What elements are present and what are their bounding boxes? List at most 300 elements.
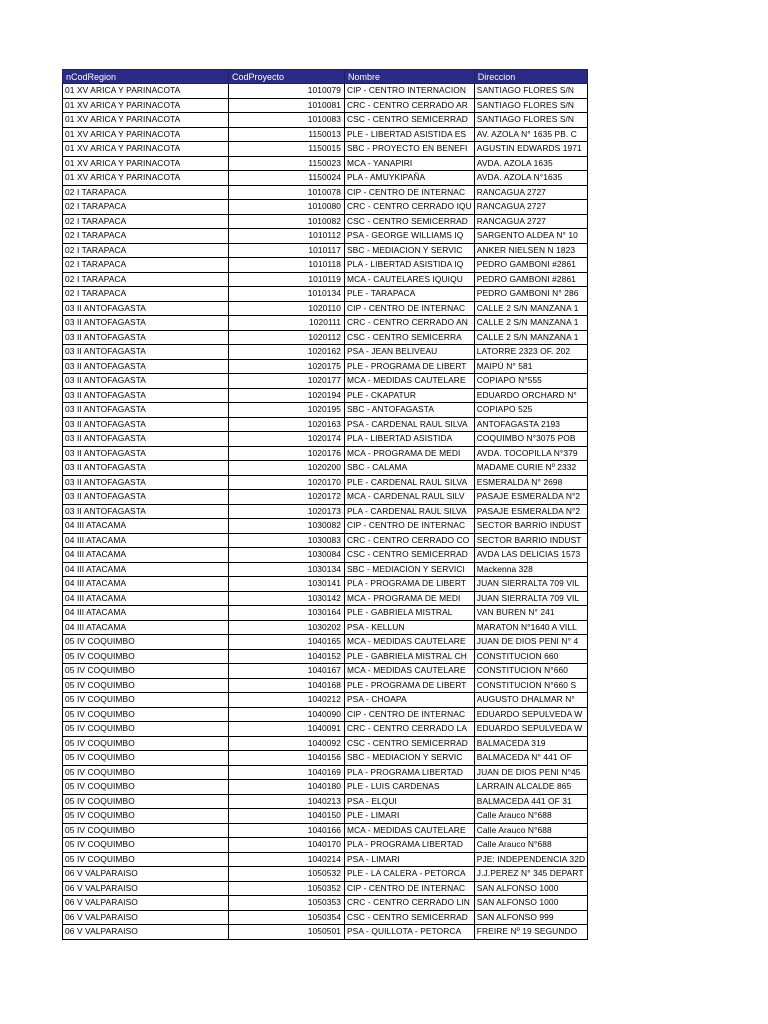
cell-codproyecto: 1020170 bbox=[229, 475, 345, 490]
cell-region: 03 II ANTOFAGASTA bbox=[63, 345, 229, 360]
cell-direccion: SAN ALFONSO 1000 bbox=[474, 896, 587, 911]
table-row bbox=[63, 562, 588, 577]
cell-codproyecto: 1050501 bbox=[229, 925, 345, 940]
cell-nombre: PLA - CARDENAL RAUL SILVA bbox=[345, 504, 475, 519]
cell-codproyecto: 1020173 bbox=[229, 504, 345, 519]
cell-nombre: CRC - CENTRO CERRADO LA bbox=[345, 722, 475, 737]
cell-direccion: AVDA. AZOLA N°1635 bbox=[474, 171, 587, 186]
cell-direccion: Calle Arauco N°688 bbox=[474, 823, 587, 838]
cell-nombre: CSC - CENTRO SEMICERRAD bbox=[345, 548, 475, 563]
cell-codproyecto: 1030134 bbox=[229, 562, 345, 577]
cell-nombre: PLE - CARDENAL RAUL SILVA bbox=[345, 475, 475, 490]
cell-region: 05 IV COQUIMBO bbox=[63, 664, 229, 679]
cell-region: 02 I TARAPACA bbox=[63, 185, 229, 200]
table-row bbox=[63, 388, 588, 403]
cell-region: 02 I TARAPACA bbox=[63, 258, 229, 273]
cell-codproyecto: 1020175 bbox=[229, 359, 345, 374]
cell-direccion: SAN ALFONSO 1000 bbox=[474, 881, 587, 896]
cell-nombre: PSA - QUILLOTA - PETORCA bbox=[345, 925, 475, 940]
cell-direccion: BALMACEDA N° 441 OF bbox=[474, 751, 587, 766]
cell-direccion: CONSTITUCION N°660 bbox=[474, 664, 587, 679]
table-row bbox=[63, 838, 588, 853]
cell-nombre: SBC - MEDIACION Y SERVIC bbox=[345, 751, 475, 766]
cell-region: 04 III ATACAMA bbox=[63, 606, 229, 621]
cell-region: 06 V VALPARAISO bbox=[63, 910, 229, 925]
cell-codproyecto: 1020176 bbox=[229, 446, 345, 461]
cell-region: 05 IV COQUIMBO bbox=[63, 678, 229, 693]
table-row bbox=[63, 678, 588, 693]
table-row bbox=[63, 142, 588, 157]
cell-nombre: CSC - CENTRO SEMICERRA bbox=[345, 330, 475, 345]
cell-direccion: SANTIAGO FLORES S/N bbox=[474, 98, 587, 113]
cell-direccion: RANCAGUA 2727 bbox=[474, 200, 587, 215]
table-row bbox=[63, 852, 588, 867]
cell-codproyecto: 1020177 bbox=[229, 374, 345, 389]
cell-nombre: PSA - CARDENAL RAUL SILVA bbox=[345, 417, 475, 432]
header-ncodregion: nCodRegion bbox=[63, 70, 229, 84]
cell-direccion: AV. AZOLA N° 1635 PB. C bbox=[474, 127, 587, 142]
cell-region: 03 II ANTOFAGASTA bbox=[63, 301, 229, 316]
cell-codproyecto: 1020112 bbox=[229, 330, 345, 345]
cell-region: 01 XV ARICA Y PARINACOTA bbox=[63, 156, 229, 171]
cell-codproyecto: 1040170 bbox=[229, 838, 345, 853]
cell-region: 06 V VALPARAISO bbox=[63, 867, 229, 882]
cell-nombre: MCA - MEDIDAS CAUTELARE bbox=[345, 635, 475, 650]
cell-nombre: CSC - CENTRO SEMICERRAD bbox=[345, 214, 475, 229]
cell-direccion: EDUARDO SEPULVEDA W bbox=[474, 722, 587, 737]
cell-nombre: MCA - PROGRAMA DE MEDI bbox=[345, 591, 475, 606]
cell-nombre: SBC - PROYECTO EN BENEFI bbox=[345, 142, 475, 157]
cell-direccion: SANTIAGO FLORES S/N bbox=[474, 113, 587, 128]
cell-direccion: MARATON N°1640 A VILL bbox=[474, 620, 587, 635]
cell-nombre: PLE - GABRIELA MISTRAL bbox=[345, 606, 475, 621]
cell-nombre: PLA - PROGRAMA DE LIBERT bbox=[345, 577, 475, 592]
cell-direccion: Calle Arauco N°688 bbox=[474, 809, 587, 824]
cell-direccion: EDUARDO SEPULVEDA W bbox=[474, 707, 587, 722]
table-row bbox=[63, 693, 588, 708]
cell-region: 03 II ANTOFAGASTA bbox=[63, 461, 229, 476]
cell-direccion: AUGUSTO DHALMAR N° bbox=[474, 693, 587, 708]
cell-codproyecto: 1040167 bbox=[229, 664, 345, 679]
cell-nombre: PSA - CHOAPA bbox=[345, 693, 475, 708]
cell-nombre: PLA - LIBERTAD ASISTIDA bbox=[345, 432, 475, 447]
table-row bbox=[63, 519, 588, 534]
table-row bbox=[63, 504, 588, 519]
cell-direccion: LARRAIN ALCALDE 865 bbox=[474, 780, 587, 795]
cell-codproyecto: 1010083 bbox=[229, 113, 345, 128]
table-row bbox=[63, 229, 588, 244]
table-row bbox=[63, 707, 588, 722]
cell-direccion: AGUSTIN EDWARDS 1971 bbox=[474, 142, 587, 157]
cell-codproyecto: 1030202 bbox=[229, 620, 345, 635]
cell-region: 05 IV COQUIMBO bbox=[63, 635, 229, 650]
cell-region: 05 IV COQUIMBO bbox=[63, 794, 229, 809]
cell-nombre: SBC - MEDIACION Y SERVICI bbox=[345, 562, 475, 577]
cell-codproyecto: 1040180 bbox=[229, 780, 345, 795]
table-row bbox=[63, 113, 588, 128]
cell-direccion: JUAN DE DIOS PENI N° 4 bbox=[474, 635, 587, 650]
cell-codproyecto: 1030141 bbox=[229, 577, 345, 592]
cell-codproyecto: 1150015 bbox=[229, 142, 345, 157]
table-row bbox=[63, 475, 588, 490]
table-row bbox=[63, 98, 588, 113]
header-nombre: Nombre bbox=[345, 70, 475, 84]
cell-direccion: SECTOR BARRIO INDUST bbox=[474, 533, 587, 548]
cell-nombre: CSC - CENTRO SEMICERRAD bbox=[345, 910, 475, 925]
cell-nombre: PLA - PROGRAMA LIBERTAD bbox=[345, 765, 475, 780]
cell-region: 03 II ANTOFAGASTA bbox=[63, 432, 229, 447]
cell-region: 05 IV COQUIMBO bbox=[63, 649, 229, 664]
cell-direccion: AVDA. TOCOPILLA N°379 bbox=[474, 446, 587, 461]
cell-codproyecto: 1040169 bbox=[229, 765, 345, 780]
cell-region: 02 I TARAPACA bbox=[63, 229, 229, 244]
cell-codproyecto: 1010134 bbox=[229, 287, 345, 302]
cell-nombre: PLE - LIBERTAD ASISTIDA ES bbox=[345, 127, 475, 142]
cell-direccion: RANCAGUA 2727 bbox=[474, 185, 587, 200]
cell-region: 03 II ANTOFAGASTA bbox=[63, 446, 229, 461]
cell-direccion: PASAJE ESMERALDA N°2 bbox=[474, 504, 587, 519]
table-row bbox=[63, 446, 588, 461]
cell-region: 01 XV ARICA Y PARINACOTA bbox=[63, 142, 229, 157]
cell-nombre: PSA - ELQUI bbox=[345, 794, 475, 809]
cell-nombre: MCA - YANAPIRI bbox=[345, 156, 475, 171]
cell-codproyecto: 1040213 bbox=[229, 794, 345, 809]
cell-direccion: BALMACEDA 319 bbox=[474, 736, 587, 751]
cell-nombre: PSA - JEAN BELIVEAU bbox=[345, 345, 475, 360]
cell-region: 02 I TARAPACA bbox=[63, 200, 229, 215]
cell-codproyecto: 1020163 bbox=[229, 417, 345, 432]
cell-region: 03 II ANTOFAGASTA bbox=[63, 490, 229, 505]
cell-direccion: COPIAPO N°555 bbox=[474, 374, 587, 389]
cell-direccion: ANKER NIELSEN N 1823 bbox=[474, 243, 587, 258]
cell-direccion: ANTOFAGASTA 2193 bbox=[474, 417, 587, 432]
cell-direccion: PEDRO GAMBONI #2861 bbox=[474, 258, 587, 273]
cell-direccion: SARGENTO ALDEA N° 10 bbox=[474, 229, 587, 244]
table-row bbox=[63, 171, 588, 186]
cell-codproyecto: 1020162 bbox=[229, 345, 345, 360]
cell-codproyecto: 1150023 bbox=[229, 156, 345, 171]
cell-nombre: PLE - LA CALERA - PETORCA bbox=[345, 867, 475, 882]
cell-nombre: CIP - CENTRO INTERNACION bbox=[345, 84, 475, 99]
cell-direccion: JUAN SIERRALTA 709 VIL bbox=[474, 577, 587, 592]
cell-direccion: AVDA LAS DELICIAS 1573 bbox=[474, 548, 587, 563]
cell-direccion: AVDA. AZOLA 1635 bbox=[474, 156, 587, 171]
cell-codproyecto: 1150013 bbox=[229, 127, 345, 142]
cell-nombre: MCA - MEDIDAS CAUTELARE bbox=[345, 823, 475, 838]
table-row bbox=[63, 606, 588, 621]
table-row bbox=[63, 925, 588, 940]
cell-region: 03 II ANTOFAGASTA bbox=[63, 475, 229, 490]
cell-codproyecto: 1040150 bbox=[229, 809, 345, 824]
table-row bbox=[63, 823, 588, 838]
cell-nombre: CIP - CENTRO DE INTERNAC bbox=[345, 301, 475, 316]
cell-nombre: CRC - CENTRO CERRADO IQU bbox=[345, 200, 475, 215]
cell-region: 02 I TARAPACA bbox=[63, 243, 229, 258]
cell-nombre: MCA - MEDIDAS CAUTELARE bbox=[345, 374, 475, 389]
cell-codproyecto: 1040091 bbox=[229, 722, 345, 737]
cell-region: 01 XV ARICA Y PARINACOTA bbox=[63, 84, 229, 99]
table-row bbox=[63, 722, 588, 737]
cell-codproyecto: 1050354 bbox=[229, 910, 345, 925]
table-row bbox=[63, 417, 588, 432]
cell-region: 04 III ATACAMA bbox=[63, 548, 229, 563]
table-row bbox=[63, 809, 588, 824]
table-row bbox=[63, 649, 588, 664]
cell-codproyecto: 1050532 bbox=[229, 867, 345, 882]
cell-nombre: CRC - CENTRO CERRADO LIN bbox=[345, 896, 475, 911]
cell-region: 03 II ANTOFAGASTA bbox=[63, 504, 229, 519]
cell-region: 01 XV ARICA Y PARINACOTA bbox=[63, 171, 229, 186]
table-row bbox=[63, 243, 588, 258]
table-row bbox=[63, 765, 588, 780]
cell-region: 06 V VALPARAISO bbox=[63, 925, 229, 940]
cell-direccion: PEDRO GAMBONI N° 286 bbox=[474, 287, 587, 302]
cell-codproyecto: 1010082 bbox=[229, 214, 345, 229]
cell-codproyecto: 1040090 bbox=[229, 707, 345, 722]
table-row bbox=[63, 794, 588, 809]
cell-direccion: CONSTITUCION 660 bbox=[474, 649, 587, 664]
cell-direccion: MAIPÚ N° 581 bbox=[474, 359, 587, 374]
cell-codproyecto: 1050352 bbox=[229, 881, 345, 896]
table-row bbox=[63, 316, 588, 331]
cell-region: 03 II ANTOFAGASTA bbox=[63, 374, 229, 389]
cell-direccion: CALLE 2 S/N MANZANA 1 bbox=[474, 316, 587, 331]
cell-region: 04 III ATACAMA bbox=[63, 519, 229, 534]
cell-codproyecto: 1040214 bbox=[229, 852, 345, 867]
cell-codproyecto: 1050353 bbox=[229, 896, 345, 911]
cell-region: 04 III ATACAMA bbox=[63, 577, 229, 592]
table-row bbox=[63, 751, 588, 766]
table-header bbox=[63, 70, 588, 84]
cell-region: 03 II ANTOFAGASTA bbox=[63, 330, 229, 345]
cell-nombre: CRC - CENTRO CERRADO AN bbox=[345, 316, 475, 331]
cell-codproyecto: 1040212 bbox=[229, 693, 345, 708]
cell-nombre: CSC - CENTRO SEMICERRAD bbox=[345, 113, 475, 128]
cell-nombre: PLE - GABRIELA MISTRAL CH bbox=[345, 649, 475, 664]
cell-direccion: CALLE 2 S/N MANZANA 1 bbox=[474, 330, 587, 345]
cell-codproyecto: 1010079 bbox=[229, 84, 345, 99]
cell-direccion: J.J.PEREZ N° 345 DEPART bbox=[474, 867, 587, 882]
cell-nombre: CRC - CENTRO CERRADO AR bbox=[345, 98, 475, 113]
cell-nombre: PLE - TARAPACA bbox=[345, 287, 475, 302]
cell-codproyecto: 1040166 bbox=[229, 823, 345, 838]
cell-nombre: PLE - PROGRAMA DE LIBERT bbox=[345, 678, 475, 693]
cell-region: 01 XV ARICA Y PARINACOTA bbox=[63, 113, 229, 128]
table-row bbox=[63, 490, 588, 505]
table-row bbox=[63, 432, 588, 447]
cell-nombre: PSA - KELLUN bbox=[345, 620, 475, 635]
cell-codproyecto: 1010078 bbox=[229, 185, 345, 200]
cell-region: 03 II ANTOFAGASTA bbox=[63, 359, 229, 374]
cell-codproyecto: 1020200 bbox=[229, 461, 345, 476]
cell-nombre: PLA - PROGRAMA LIBERTAD bbox=[345, 838, 475, 853]
cell-nombre: PSA - GEORGE WILLIAMS IQ bbox=[345, 229, 475, 244]
cell-region: 05 IV COQUIMBO bbox=[63, 780, 229, 795]
table-row bbox=[63, 359, 588, 374]
cell-nombre: CIP - CENTRO DE INTERNAC bbox=[345, 881, 475, 896]
table-row bbox=[63, 214, 588, 229]
table-row bbox=[63, 896, 588, 911]
cell-region: 05 IV COQUIMBO bbox=[63, 722, 229, 737]
cell-codproyecto: 1010080 bbox=[229, 200, 345, 215]
cell-nombre: CSC - CENTRO SEMICERRAD bbox=[345, 736, 475, 751]
cell-direccion: SANTIAGO FLORES S/N bbox=[474, 84, 587, 99]
cell-nombre: SBC - CALAMA bbox=[345, 461, 475, 476]
cell-direccion: JUAN DE DIOS PENI N°45 bbox=[474, 765, 587, 780]
cell-nombre: CRC - CENTRO CERRADO CO bbox=[345, 533, 475, 548]
cell-region: 02 I TARAPACA bbox=[63, 214, 229, 229]
table-row bbox=[63, 548, 588, 563]
cell-direccion: PJE: INDEPENDENCIA 32D bbox=[474, 852, 587, 867]
table-row bbox=[63, 780, 588, 795]
cell-nombre: PLA - AMUYKIPAÑA bbox=[345, 171, 475, 186]
cell-nombre: CIP - CENTRO DE INTERNAC bbox=[345, 185, 475, 200]
header-direccion: Direccion bbox=[474, 70, 587, 84]
cell-direccion: CONSTITUCION N°660 S bbox=[474, 678, 587, 693]
cell-codproyecto: 1010081 bbox=[229, 98, 345, 113]
cell-region: 05 IV COQUIMBO bbox=[63, 765, 229, 780]
cell-direccion: EDUARDO ORCHARD N° bbox=[474, 388, 587, 403]
cell-region: 04 III ATACAMA bbox=[63, 591, 229, 606]
table-row bbox=[63, 577, 588, 592]
cell-nombre: PSA - LIMARI bbox=[345, 852, 475, 867]
header-codproyecto: CodProyecto bbox=[229, 70, 345, 84]
cell-region: 04 III ATACAMA bbox=[63, 620, 229, 635]
cell-codproyecto: 1040092 bbox=[229, 736, 345, 751]
table-row bbox=[63, 461, 588, 476]
cell-direccion: FREIRE Nº 19 SEGUNDO bbox=[474, 925, 587, 940]
cell-direccion: PEDRO GAMBONI #2861 bbox=[474, 272, 587, 287]
cell-codproyecto: 1030164 bbox=[229, 606, 345, 621]
table-row bbox=[63, 374, 588, 389]
cell-direccion: LATORRE 2323 OF. 202 bbox=[474, 345, 587, 360]
cell-codproyecto: 1020194 bbox=[229, 388, 345, 403]
cell-region: 02 I TARAPACA bbox=[63, 272, 229, 287]
cell-region: 02 I TARAPACA bbox=[63, 287, 229, 302]
cell-nombre: PLE - PROGRAMA DE LIBERT bbox=[345, 359, 475, 374]
header-row bbox=[63, 70, 588, 84]
cell-region: 03 II ANTOFAGASTA bbox=[63, 417, 229, 432]
cell-region: 05 IV COQUIMBO bbox=[63, 707, 229, 722]
cell-region: 01 XV ARICA Y PARINACOTA bbox=[63, 127, 229, 142]
cell-direccion: SAN ALFONSO 999 bbox=[474, 910, 587, 925]
table-row bbox=[63, 258, 588, 273]
cell-direccion: Mackenna 328 bbox=[474, 562, 587, 577]
table-row bbox=[63, 200, 588, 215]
table-row bbox=[63, 635, 588, 650]
cell-codproyecto: 1020174 bbox=[229, 432, 345, 447]
cell-nombre: MCA - MEDIDAS CAUTELARE bbox=[345, 664, 475, 679]
table-row bbox=[63, 330, 588, 345]
cell-direccion: RANCAGUA 2727 bbox=[474, 214, 587, 229]
cell-nombre: MCA - PROGRAMA DE MEDI bbox=[345, 446, 475, 461]
table-row bbox=[63, 867, 588, 882]
cell-codproyecto: 1010118 bbox=[229, 258, 345, 273]
cell-region: 04 III ATACAMA bbox=[63, 533, 229, 548]
table-row bbox=[63, 287, 588, 302]
cell-codproyecto: 1150024 bbox=[229, 171, 345, 186]
table-row bbox=[63, 345, 588, 360]
cell-codproyecto: 1020172 bbox=[229, 490, 345, 505]
cell-region: 05 IV COQUIMBO bbox=[63, 852, 229, 867]
table-row bbox=[63, 736, 588, 751]
table-row bbox=[63, 881, 588, 896]
cell-codproyecto: 1030142 bbox=[229, 591, 345, 606]
cell-direccion: CALLE 2 S/N MANZANA 1 bbox=[474, 301, 587, 316]
table-row bbox=[63, 910, 588, 925]
data-table bbox=[62, 69, 588, 940]
cell-nombre: PLE - LUIS CARDENAS bbox=[345, 780, 475, 795]
table-row bbox=[63, 272, 588, 287]
cell-codproyecto: 1040168 bbox=[229, 678, 345, 693]
cell-direccion: JUAN SIERRALTA 709 VIL bbox=[474, 591, 587, 606]
cell-region: 03 II ANTOFAGASTA bbox=[63, 316, 229, 331]
cell-nombre: PLE - CKAPATUR bbox=[345, 388, 475, 403]
cell-codproyecto: 1030082 bbox=[229, 519, 345, 534]
table-row bbox=[63, 620, 588, 635]
cell-region: 01 XV ARICA Y PARINACOTA bbox=[63, 98, 229, 113]
table-row bbox=[63, 403, 588, 418]
cell-direccion: BALMACEDA 441 OF 31 bbox=[474, 794, 587, 809]
cell-nombre: CIP - CENTRO DE INTERNAC bbox=[345, 707, 475, 722]
cell-codproyecto: 1020110 bbox=[229, 301, 345, 316]
cell-region: 05 IV COQUIMBO bbox=[63, 838, 229, 853]
table-row bbox=[63, 84, 588, 99]
cell-region: 05 IV COQUIMBO bbox=[63, 751, 229, 766]
cell-codproyecto: 1020195 bbox=[229, 403, 345, 418]
table-row bbox=[63, 664, 588, 679]
cell-region: 06 V VALPARAISO bbox=[63, 896, 229, 911]
cell-codproyecto: 1040156 bbox=[229, 751, 345, 766]
cell-direccion: MADAME CURIE Nº 2332 bbox=[474, 461, 587, 476]
table-row bbox=[63, 301, 588, 316]
cell-codproyecto: 1010117 bbox=[229, 243, 345, 258]
table-body bbox=[63, 84, 588, 940]
cell-region: 04 III ATACAMA bbox=[63, 562, 229, 577]
cell-region: 06 V VALPARAISO bbox=[63, 881, 229, 896]
table-row bbox=[63, 156, 588, 171]
cell-direccion: ESMERALDA N° 2698 bbox=[474, 475, 587, 490]
cell-codproyecto: 1040165 bbox=[229, 635, 345, 650]
cell-nombre: MCA - CARDENAL RAUL SILV bbox=[345, 490, 475, 505]
cell-nombre: PLE - LIMARI bbox=[345, 809, 475, 824]
cell-nombre: SBC - ANTOFAGASTA bbox=[345, 403, 475, 418]
cell-region: 05 IV COQUIMBO bbox=[63, 809, 229, 824]
cell-region: 03 II ANTOFAGASTA bbox=[63, 403, 229, 418]
cell-region: 03 II ANTOFAGASTA bbox=[63, 388, 229, 403]
cell-codproyecto: 1020111 bbox=[229, 316, 345, 331]
cell-nombre: SBC - MEDIACION Y SERVIC bbox=[345, 243, 475, 258]
cell-direccion: COQUIMBO N°3075 POB bbox=[474, 432, 587, 447]
table-row bbox=[63, 591, 588, 606]
cell-nombre: CIP - CENTRO DE INTERNAC bbox=[345, 519, 475, 534]
cell-direccion: COPIAPO 525 bbox=[474, 403, 587, 418]
cell-direccion: PASAJE ESMERALDA N°2 bbox=[474, 490, 587, 505]
cell-nombre: PLA - LIBERTAD ASISTIDA IQ bbox=[345, 258, 475, 273]
cell-codproyecto: 1030084 bbox=[229, 548, 345, 563]
cell-codproyecto: 1010119 bbox=[229, 272, 345, 287]
cell-region: 05 IV COQUIMBO bbox=[63, 823, 229, 838]
cell-codproyecto: 1030083 bbox=[229, 533, 345, 548]
cell-direccion: Calle Arauco N°688 bbox=[474, 838, 587, 853]
cell-codproyecto: 1040152 bbox=[229, 649, 345, 664]
table-row bbox=[63, 533, 588, 548]
cell-direccion: SECTOR BARRIO INDUST bbox=[474, 519, 587, 534]
cell-direccion: VAN BUREN N° 241 bbox=[474, 606, 587, 621]
cell-region: 05 IV COQUIMBO bbox=[63, 736, 229, 751]
cell-codproyecto: 1010112 bbox=[229, 229, 345, 244]
table-row bbox=[63, 185, 588, 200]
